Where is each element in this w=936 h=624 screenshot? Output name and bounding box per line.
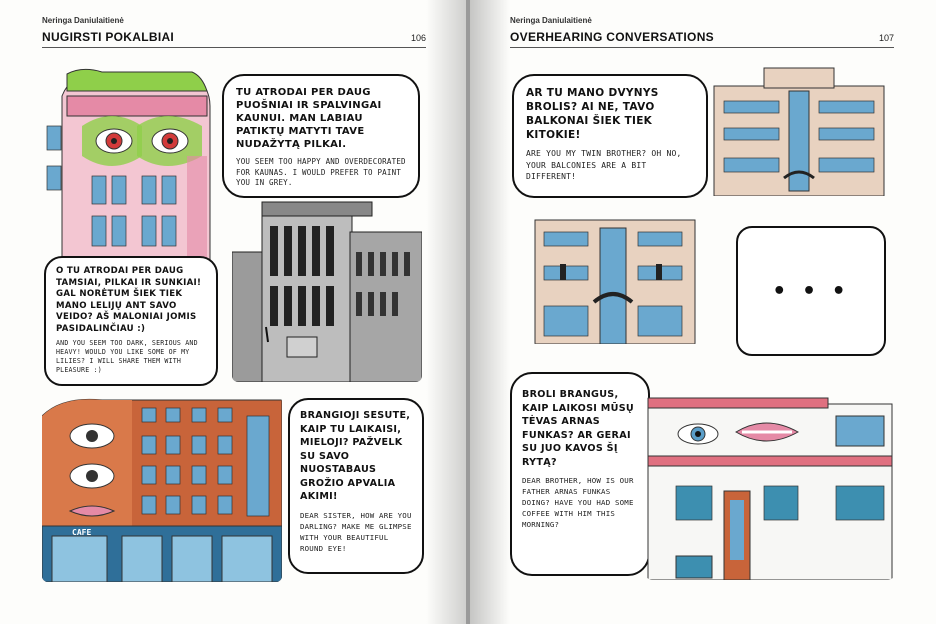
author-name: Neringa Daniulaitienė [42,16,124,25]
speech-bubble-brick-sister [288,398,424,574]
left-page [0,0,466,624]
bubble-text-lithuanian: TU ATRODAI PER DAUG PUOŠNIAI IR SPALVINGAI KAUNUI. MAN LABIAU PATIKTŲ MATYTI TAVE NUDAŽYTĄ PILKAI. [236,87,382,150]
speech-bubble-pink-to-grey [44,256,218,386]
bubble-text-english: DEAR BROTHER, HOW IS OUR FATHER ARNAS FUNKAS DOING? HAVE YOU HAD SOME COFFEE WITH HIM THIS MORNING? [522,476,634,529]
bubble-text-lithuanian: AR TU MANO DVYNYS BROLIS? AI NE, TAVO BALKONAI ŠIEK TIEK KITOKIE! [526,87,659,141]
beige-building-illustration [704,66,894,196]
bubble-text-english: DEAR SISTER, HOW ARE YOU DARLING? MAKE ME GLIMPSE WITH YOUR BEAUTIFUL ROUND EYE! [300,510,412,553]
header-rule [42,47,426,48]
bubble-text-english: ARE YOU MY TWIN BROTHER? OH NO, YOUR BALCONIES ARE A BIT DIFFERENT! [526,149,682,181]
speech-bubble-twin-brother [512,74,708,198]
header-rule [510,47,894,48]
bubble-text-english: AND YOU SEEM TOO DARK, SERIOUS AND HEAVY! WOULD YOU LIKE SOME OF MY LILIES? I WILL SHARE THEM WITH PLEASURE :) [56,339,198,374]
bubble-text-lithuanian: BROLI BRANGUS, KAIP LAIKOSI MŪSŲ TĖVAS ARNAS FUNKAS? AR GERAI SU JUO KAVOS ŠĮ RYTĄ? [522,389,635,468]
white-building-illustration [646,396,894,580]
gutter-shadow [470,0,510,624]
ellipsis-text: • • • [772,278,850,304]
bubble-text-lithuanian: BRANGIOJI SESUTE, KAIP TU LAIKAISI, MIELOJI? PAŽVELK SU SAVO NUOSTABAUS GROŽIO APVALIA AKIMI! [300,410,411,502]
grey-building-illustration [232,192,422,382]
brick-building-illustration [42,396,282,582]
gutter-shadow [426,0,466,624]
chapter-title: OVERHEARING CONVERSATIONS [510,30,714,44]
balcony-building-illustration [530,210,700,344]
page-number: 107 [879,33,895,43]
speech-bubble-dear-brother [510,372,650,576]
right-page [470,0,936,624]
cafe-sign: CAFE [72,528,92,537]
bubble-text-lithuanian: O TU ATRODAI PER DAUG TAMSIAI, PILKAI IR SUNKIAI! GAL NORĖTUM ŠIEK TIEK MANO LELIJŲ ANT SAVO VEIDO? AŠ MALONIAI JOMIS PASIDALINČIAU :) [56,266,202,334]
page-number: 106 [411,33,427,43]
pink-building-illustration [42,66,212,266]
speech-bubble-silent-reply [736,226,886,356]
speech-bubble-grey-to-pink [222,74,420,198]
bubble-text-english: YOU SEEM TOO HAPPY AND OVERDECORATED FOR KAUNAS. I WOULD PREFER TO PAINT YOU IN GREY. [236,157,406,187]
chapter-title: NUGIRSTI POKALBIAI [42,30,175,44]
author-name: Neringa Daniulaitienė [510,16,592,25]
